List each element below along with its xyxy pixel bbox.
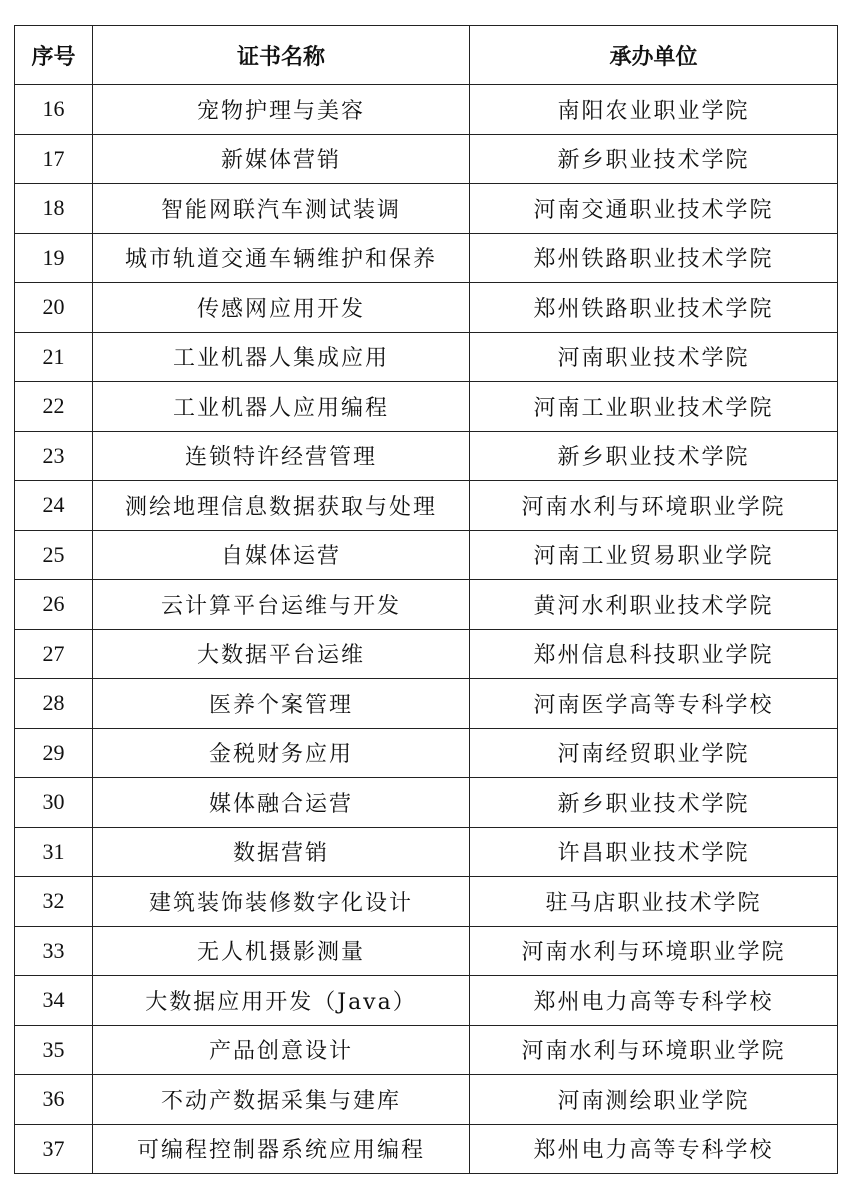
cell-organizer: 河南工业职业技术学院 xyxy=(470,382,838,432)
cell-organizer: 郑州铁路职业技术学院 xyxy=(470,233,838,283)
cell-certificate-name: 宠物护理与美容 xyxy=(93,85,470,135)
cell-index: 36 xyxy=(15,1075,93,1125)
table-row xyxy=(15,1025,838,1075)
cell-index: 30 xyxy=(15,778,93,828)
cell-certificate-name: 大数据应用开发（Java） xyxy=(93,976,470,1026)
cell-certificate-name: 医养个案管理 xyxy=(93,679,470,729)
header-row xyxy=(15,26,838,85)
cell-certificate-name: 无人机摄影测量 xyxy=(93,926,470,976)
cell-organizer: 河南工业贸易职业学院 xyxy=(470,530,838,580)
table-row xyxy=(15,332,838,382)
table-row xyxy=(15,481,838,531)
cell-organizer: 河南水利与环境职业学院 xyxy=(470,481,838,531)
cell-index: 22 xyxy=(15,382,93,432)
header-certificate-name: 证书名称 xyxy=(93,26,470,85)
table-row xyxy=(15,233,838,283)
cell-organizer: 许昌职业技术学院 xyxy=(470,827,838,877)
cell-organizer: 河南医学高等专科学校 xyxy=(470,679,838,729)
cell-organizer: 新乡职业技术学院 xyxy=(470,431,838,481)
cell-organizer: 郑州铁路职业技术学院 xyxy=(470,283,838,333)
cell-certificate-name: 金税财务应用 xyxy=(93,728,470,778)
cell-index: 18 xyxy=(15,184,93,234)
table-row xyxy=(15,382,838,432)
cell-certificate-name: 产品创意设计 xyxy=(93,1025,470,1075)
cell-organizer: 郑州电力高等专科学校 xyxy=(470,976,838,1026)
cell-index: 21 xyxy=(15,332,93,382)
cell-organizer: 河南交通职业技术学院 xyxy=(470,184,838,234)
cell-index: 29 xyxy=(15,728,93,778)
cell-organizer: 新乡职业技术学院 xyxy=(470,778,838,828)
table-row xyxy=(15,283,838,333)
cell-index: 35 xyxy=(15,1025,93,1075)
cell-index: 28 xyxy=(15,679,93,729)
cell-index: 19 xyxy=(15,233,93,283)
table-row xyxy=(15,976,838,1026)
cell-index: 33 xyxy=(15,926,93,976)
table-row xyxy=(15,85,838,135)
cell-index: 37 xyxy=(15,1124,93,1174)
cell-organizer: 郑州电力高等专科学校 xyxy=(470,1124,838,1174)
cell-organizer: 驻马店职业技术学院 xyxy=(470,877,838,927)
cell-certificate-name: 城市轨道交通车辆维护和保养 xyxy=(93,233,470,283)
cell-organizer: 南阳农业职业学院 xyxy=(470,85,838,135)
table-row xyxy=(15,679,838,729)
cell-index: 17 xyxy=(15,134,93,184)
table-row xyxy=(15,1075,838,1125)
cell-organizer: 新乡职业技术学院 xyxy=(470,134,838,184)
table-row xyxy=(15,184,838,234)
cell-index: 16 xyxy=(15,85,93,135)
certificate-table xyxy=(14,25,838,1174)
cell-organizer: 郑州信息科技职业学院 xyxy=(470,629,838,679)
cell-organizer: 河南水利与环境职业学院 xyxy=(470,926,838,976)
cell-index: 31 xyxy=(15,827,93,877)
cell-certificate-name: 自媒体运营 xyxy=(93,530,470,580)
cell-certificate-name: 大数据平台运维 xyxy=(93,629,470,679)
cell-certificate-name: 连锁特许经营管理 xyxy=(93,431,470,481)
cell-index: 20 xyxy=(15,283,93,333)
cell-organizer: 河南水利与环境职业学院 xyxy=(470,1025,838,1075)
header-organizer: 承办单位 xyxy=(470,26,838,85)
table-row xyxy=(15,629,838,679)
cell-certificate-name: 云计算平台运维与开发 xyxy=(93,580,470,630)
cell-organizer: 河南经贸职业学院 xyxy=(470,728,838,778)
cell-certificate-name: 可编程控制器系统应用编程 xyxy=(93,1124,470,1174)
cell-certificate-name: 智能网联汽车测试装调 xyxy=(93,184,470,234)
cell-index: 23 xyxy=(15,431,93,481)
cell-index: 24 xyxy=(15,481,93,531)
cell-organizer: 黄河水利职业技术学院 xyxy=(470,580,838,630)
cell-certificate-name: 测绘地理信息数据获取与处理 xyxy=(93,481,470,531)
cell-certificate-name: 不动产数据采集与建库 xyxy=(93,1075,470,1125)
table-row xyxy=(15,877,838,927)
table-row xyxy=(15,778,838,828)
table-row xyxy=(15,827,838,877)
table-row xyxy=(15,530,838,580)
cell-certificate-name: 建筑装饰装修数字化设计 xyxy=(93,877,470,927)
cell-index: 32 xyxy=(15,877,93,927)
table-row xyxy=(15,431,838,481)
cell-index: 27 xyxy=(15,629,93,679)
table-header xyxy=(15,26,838,85)
cell-certificate-name: 工业机器人应用编程 xyxy=(93,382,470,432)
table-row xyxy=(15,580,838,630)
cell-certificate-name: 工业机器人集成应用 xyxy=(93,332,470,382)
cell-index: 25 xyxy=(15,530,93,580)
cell-organizer: 河南测绘职业学院 xyxy=(470,1075,838,1125)
table-row xyxy=(15,728,838,778)
cell-organizer: 河南职业技术学院 xyxy=(470,332,838,382)
cell-index: 26 xyxy=(15,580,93,630)
cell-index: 34 xyxy=(15,976,93,1026)
cell-certificate-name: 数据营销 xyxy=(93,827,470,877)
cell-certificate-name: 媒体融合运营 xyxy=(93,778,470,828)
table-row xyxy=(15,1124,838,1174)
table-row xyxy=(15,926,838,976)
table-row xyxy=(15,134,838,184)
header-index: 序号 xyxy=(15,26,93,85)
cell-certificate-name: 新媒体营销 xyxy=(93,134,470,184)
cell-certificate-name: 传感网应用开发 xyxy=(93,283,470,333)
table-body xyxy=(15,85,838,1174)
